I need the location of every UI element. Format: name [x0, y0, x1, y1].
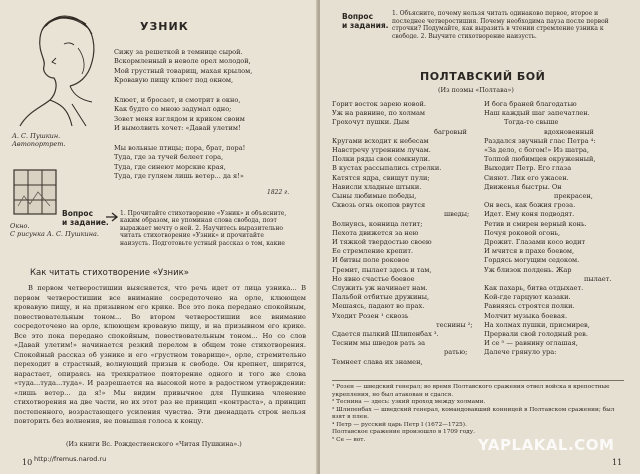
left-page [0, 0, 318, 474]
verse-line: Уходит Розен ¹ сквозь [332, 311, 409, 320]
stanza-2 [114, 96, 245, 134]
verse-line: Прервали свой голодный рев. [484, 330, 588, 339]
right-questions: 1. Объясните, почему нельзя читать одинаково первое, второе и последнее четверостишия. Почему необходима пауза после первой строчки? Подумайте, как выразить в чтении стремление узника к свободе. 2. Выучите стихотворение наизусть. [392, 10, 609, 40]
verse-line: Тогда-то свыше [504, 118, 559, 127]
verse-line: ратью; [444, 348, 468, 357]
verse-line: Уж на равнине, по холмам [332, 109, 426, 118]
verse-line: Сквозь огнь окопов рвутся [332, 201, 426, 210]
verse-line: Вскормленный в неволе орел молодой, [114, 57, 251, 66]
verse-line: Мой грустный товарищ, махая крылом, [114, 66, 253, 75]
verse-line: И мчится в прахе боевом, [484, 247, 575, 256]
verse-line: И битвы поле роковое [332, 256, 410, 265]
verse-line: Зовет меня взглядом и криком своим [114, 114, 245, 123]
verse-line: Как пахарь, битва отдыхает. [484, 284, 584, 293]
verse-line: Ретив и смирен верный конь. [484, 219, 587, 228]
stanza-1 [114, 48, 252, 86]
verse-line: Сижу за решеткой в темнице сырой. [114, 48, 243, 56]
verse-line: Далече грянуло ура: [484, 348, 557, 357]
verse-line: Волнуясь, конница летит; [332, 219, 423, 228]
verse-line: Клюет, и бросает, и смотрит в окно, [114, 96, 241, 104]
verse-line: Туда, где синеют морские края, [114, 162, 226, 171]
page-number-right: 11 [612, 458, 623, 467]
poem-title: УЗНИК [140, 20, 189, 33]
window-caption-line: Окно. [10, 222, 30, 230]
verse-line: Грохочут пушки. Дым [332, 118, 410, 127]
verse-line: Пехота движется за нею [332, 228, 419, 237]
poem-column-1 [332, 100, 473, 367]
footnote: ⁴ Петр — русский царь Петр I (1672—1725). [332, 421, 467, 428]
verse-line: Тесним мы шведов рать за [332, 339, 426, 348]
verse-line: И се ⁵ — равнину оглашая, [484, 339, 578, 348]
portrait-caption [12, 132, 65, 148]
verse-line: Гордясь могущим седоком. [484, 256, 580, 265]
pushkin-portrait-sketch [12, 8, 108, 128]
verse-line: шведы; [444, 210, 470, 219]
verse-line: вдохновенный [544, 127, 594, 136]
verse-line: Молчит музыка боевая. [484, 311, 568, 320]
question-heading-line: Вопрос [62, 209, 94, 218]
verse-line: Туда, где гуляем лишь ветер... да я!» [114, 172, 244, 181]
verse-line: Гремит, пылает здесь и там, [332, 265, 432, 274]
analysis-text: В первом четверостишии выясняется, что речь идет от лица узника... В первом четверостишии все внимание сосредоточено на орле, клюющем кровавую пищу, и на призывном его крике. Все это пока передано спокойным, повествовательным тоном... Во втором четверостишии все внимание сосредоточено на орле, клюющем кровавую пищу, и на призывном его крике. Все это пока передано спокойным, повествовательным тоном... Но со слов «Давай улетим!» начинается резкий перелом в общем тоне стихотворения. Спокойный рассказ об узнике и его «грустном товарище», орле, стремительно переходит в страстный, волнующий призыв к свободе. Он крепнет, ширится, нарастает, опираясь на трехкратное повторение одного и того же слова «туда...туда...туда». И разрешается на высокой ноте в радостном утверждении: «лишь ветер... да я!» Мы видим привычное для Пушкина членение стихотворения на две части, но их этот раз не принцип «контраста», а принцип постепенного, возрастающего усиления чувства. Эти двенадцать строк нельзя повторить без волнения, не повышая голоса к концу. [14, 284, 306, 425]
verse-line: Горит восток зарею новой. [332, 100, 426, 108]
footnote: Полтавское сражение произошло в 1709 году. [332, 429, 476, 435]
verse-line: Он весь, как божия гроза. [484, 201, 576, 210]
verse-line: Полки ряды свои сомкнули. [332, 155, 431, 164]
verse-line: пылает. [584, 274, 612, 283]
verse-line: Как будто со мною задумал одно; [114, 105, 232, 114]
verse-line: Уж близок полдень. Жар [484, 265, 572, 274]
verse-line: Служить уж начинает нам. [332, 284, 428, 293]
verse-line: Ее стремление крепит. [332, 247, 414, 256]
verse-line: Мы вольные птицы; пора, брат, пора! [114, 144, 246, 152]
poem-subtitle: (Из поэмы «Полтава») [438, 86, 514, 94]
verse-line: Равняясь строятся полки. [484, 302, 575, 311]
verse-line: багровый [434, 127, 467, 136]
verse-line: теснины ²; [436, 320, 473, 329]
verse-line: Сдается пылкий Шлипенбах ³. [332, 330, 439, 339]
right-question-heading [342, 12, 389, 30]
verse-line: Катятся ядра, свищут пули; [332, 173, 430, 182]
right-page [320, 0, 640, 474]
verse-line: И тяжкой твердостью своею [332, 238, 432, 247]
question-heading-line: Вопрос [342, 12, 374, 21]
verse-line: Раздался звучный глас Петра ⁴: [484, 136, 596, 145]
verse-line: Сыны любимые победы, [332, 192, 417, 201]
verse-line: прекрасен, [554, 192, 593, 201]
section-title: Как читать стихотворение «Узник» [30, 268, 189, 278]
verse-line: Навстречу утренним лучам. [332, 146, 431, 155]
source-citation: (Из книги Вс. Рождественского «Читая Пушкина».) [66, 440, 242, 448]
verse-line: Дрожит. Глазами косо водит [484, 238, 586, 247]
verse-line: Темнеет слава их знамен, [332, 357, 423, 366]
verse-line: Движенья быстры. Он [484, 182, 562, 191]
site-url: http://fremus.narod.ru [34, 455, 107, 463]
poem-column-2 [484, 100, 611, 358]
page-number-left: 10 [22, 458, 33, 467]
verse-line: Сияют. Лик его ужасен. [484, 173, 569, 182]
verse-line: И бога браней благодатью [484, 100, 577, 108]
verse-line: И вымолвить хочет: «Давай улетим! [114, 124, 241, 133]
portrait-caption-line: Автопортрет. [12, 140, 66, 148]
question-heading-line: и задание. [62, 218, 109, 227]
stanza-3 [114, 144, 245, 182]
poem-title-poltava: ПОЛТАВСКИЙ БОЙ [420, 70, 546, 83]
window-caption-line: С рисунка А. С. Пушкина. [10, 230, 99, 238]
arrow-icon [106, 212, 120, 222]
verse-line: Кругами всходит к небесам [332, 136, 429, 145]
site-watermark: YAPLAKAL.COM [478, 436, 615, 454]
verse-line: На холмах пушки, присмирев, [484, 320, 590, 329]
question-text: 1. Прочитайте стихотворение «Узник» и объясните, каким образом, не упоминая слова свобода, поэт выражает мечту о ней. 2. Научитесь выразительно читать стихотворение «Узник» и прочитайте наизусть. Подготовьте устный рассказ о том, какие [120, 210, 287, 247]
footnote: ¹ Розен — шведский генерал; во время Полтавского сражения отвел войска в крепостные укрепления, но был атакован и сдался. [332, 384, 610, 398]
poem-year: 1822 г. [267, 189, 290, 196]
footnote: ³ Шлипенбах — шведский генерал, командовавший конницей в Полтавском сражении; был взят в плен. [332, 406, 615, 420]
portrait-caption-line: А. С. Пушкин. [12, 132, 61, 140]
verse-line: Мешаясь, падают во прах. [332, 302, 425, 311]
verse-line: Кой-где гарцуют казаки. [484, 293, 571, 302]
verse-line: Толпой любимцев окруженный, [484, 155, 596, 164]
footnote: ² Теснина — здесь: узкий проход между холмами. [332, 399, 486, 405]
verse-line: Но явно счастье боевое [332, 274, 415, 283]
verse-line: Наш каждый шаг запечатлен. [484, 109, 590, 118]
verse-line: Нависли хладные штыки. [332, 182, 422, 191]
verse-line: Пальбой отбитые дружины, [332, 293, 430, 302]
verse-line: Туда, где за тучей белеет гора, [114, 153, 224, 162]
verse-line: Идет. Ему коня подводят. [484, 210, 575, 219]
question-heading-line: и задания. [342, 21, 389, 30]
verse-line: Выходит Петр. Его глаза [484, 164, 572, 173]
window-sketch [10, 166, 60, 218]
footnote: ⁵ Се — вот. [332, 436, 366, 443]
verse-line: «За дело, с богом!» Из шатра, [484, 146, 589, 155]
verse-line: В кустах рассыпались стрелки. [332, 164, 442, 173]
verse-line: Почуя роковой огонь, [484, 228, 561, 237]
footnotes [332, 380, 624, 444]
verse-line: Кровавую пищу клюет под окном, [114, 76, 234, 85]
